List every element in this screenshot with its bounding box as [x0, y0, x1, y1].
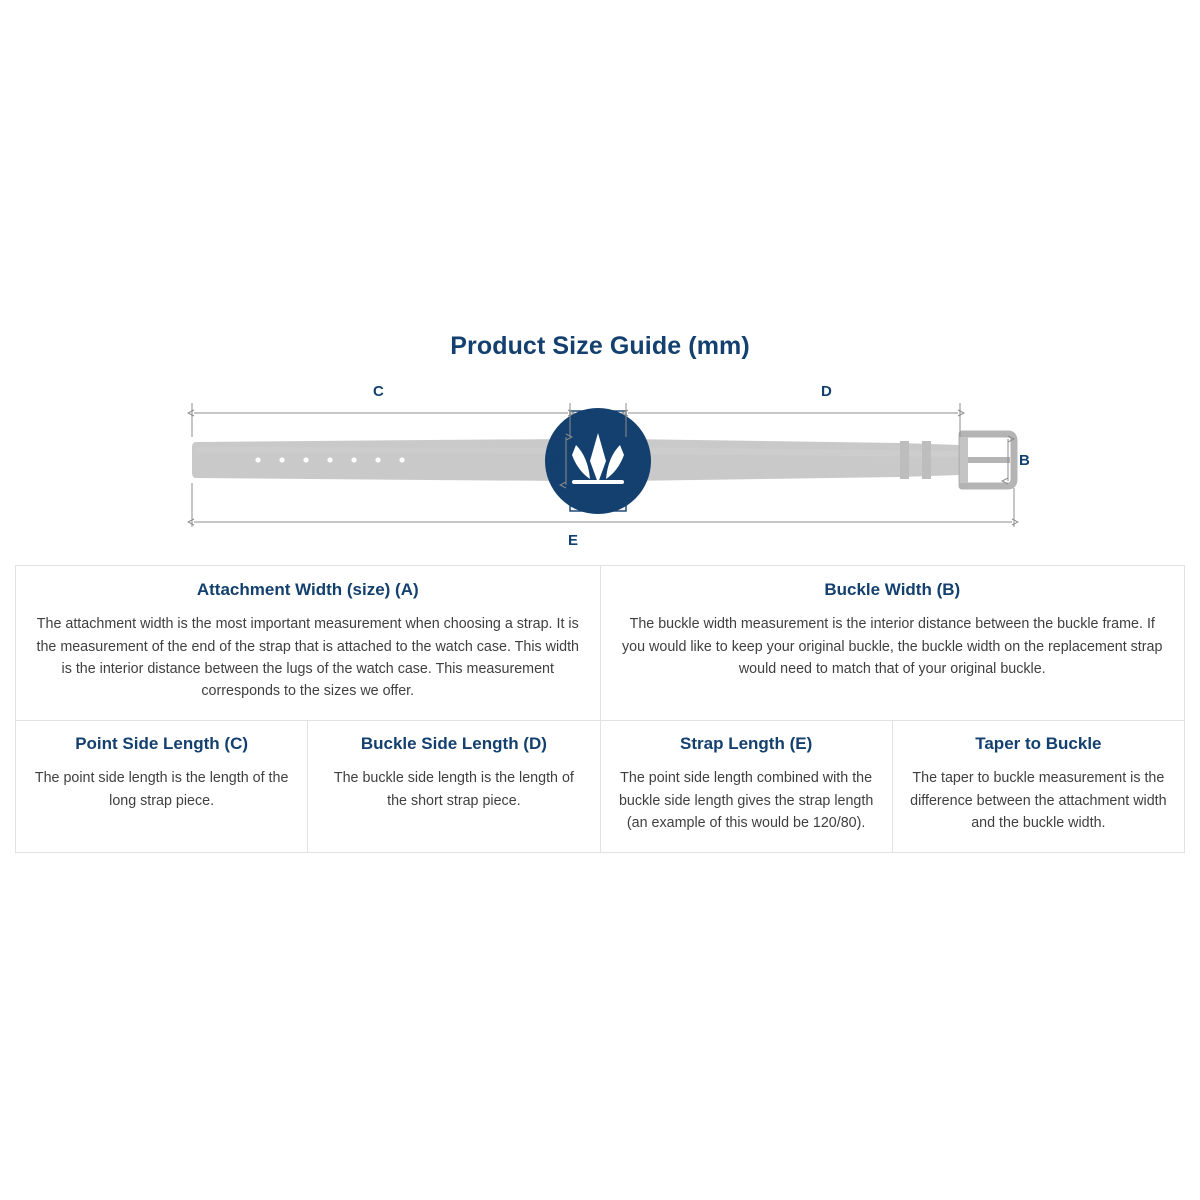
- cell-title: Taper to Buckle: [975, 734, 1102, 754]
- cell-body: The buckle side length is the length of the short strap piece.: [333, 770, 574, 809]
- cell-body: The point side length is the length of the long strap piece.: [34, 770, 289, 809]
- dimension-label-e: E: [568, 532, 579, 549]
- table-row: [16, 721, 1185, 853]
- cell-attachment-width: [16, 566, 601, 721]
- dimension-label-a: A: [550, 452, 561, 469]
- cell-body: The taper to buckle measurement is the difference between the attachment width and the buckle width.: [910, 770, 1167, 831]
- strap-buckle-side: [626, 439, 960, 481]
- cell-buckle-width: [600, 566, 1185, 721]
- cell-body: The point side length combined with the buckle side length gives the strap length (an example of this would be 120/80).: [618, 770, 874, 831]
- cell-title: Buckle Side Length (D): [360, 734, 547, 754]
- cell-buckle-side-length: [308, 721, 600, 853]
- cell-title: Buckle Width (B): [824, 580, 961, 599]
- measurement-definitions-table: [15, 565, 1185, 853]
- cell-strap-length: [600, 721, 892, 853]
- cell-taper-to-buckle: [892, 721, 1184, 853]
- table-row: [16, 566, 1185, 721]
- page-title: Product Size Guide (mm): [450, 332, 750, 360]
- cell-body: The buckle width measurement is the interior distance between the buckle frame. If you would like to keep your original buckle, the buckle width on the replacement strap would need to match that of your original buckle.: [622, 616, 1163, 677]
- dimension-label-c: C: [373, 383, 384, 400]
- buckle: [960, 434, 1014, 486]
- dimension-label-d: D: [821, 383, 832, 400]
- cell-title: Attachment Width (size) (A): [196, 580, 419, 599]
- dimension-label-b: B: [1019, 452, 1030, 469]
- strap-diagram: [0, 375, 1200, 560]
- cell-title: Strap Length (E): [680, 734, 813, 754]
- cell-body: The attachment width is the most important measurement when choosing a strap. It is the measurement of the end of the strap that is attached to the watch case. This width is the interior distance between the lugs of the watch case. This measurement corresponds to the sizes we offer.: [36, 616, 580, 699]
- cell-point-side-length: [16, 721, 308, 853]
- strap-point-side: [192, 439, 570, 481]
- cell-title: Point Side Length (C): [75, 734, 249, 754]
